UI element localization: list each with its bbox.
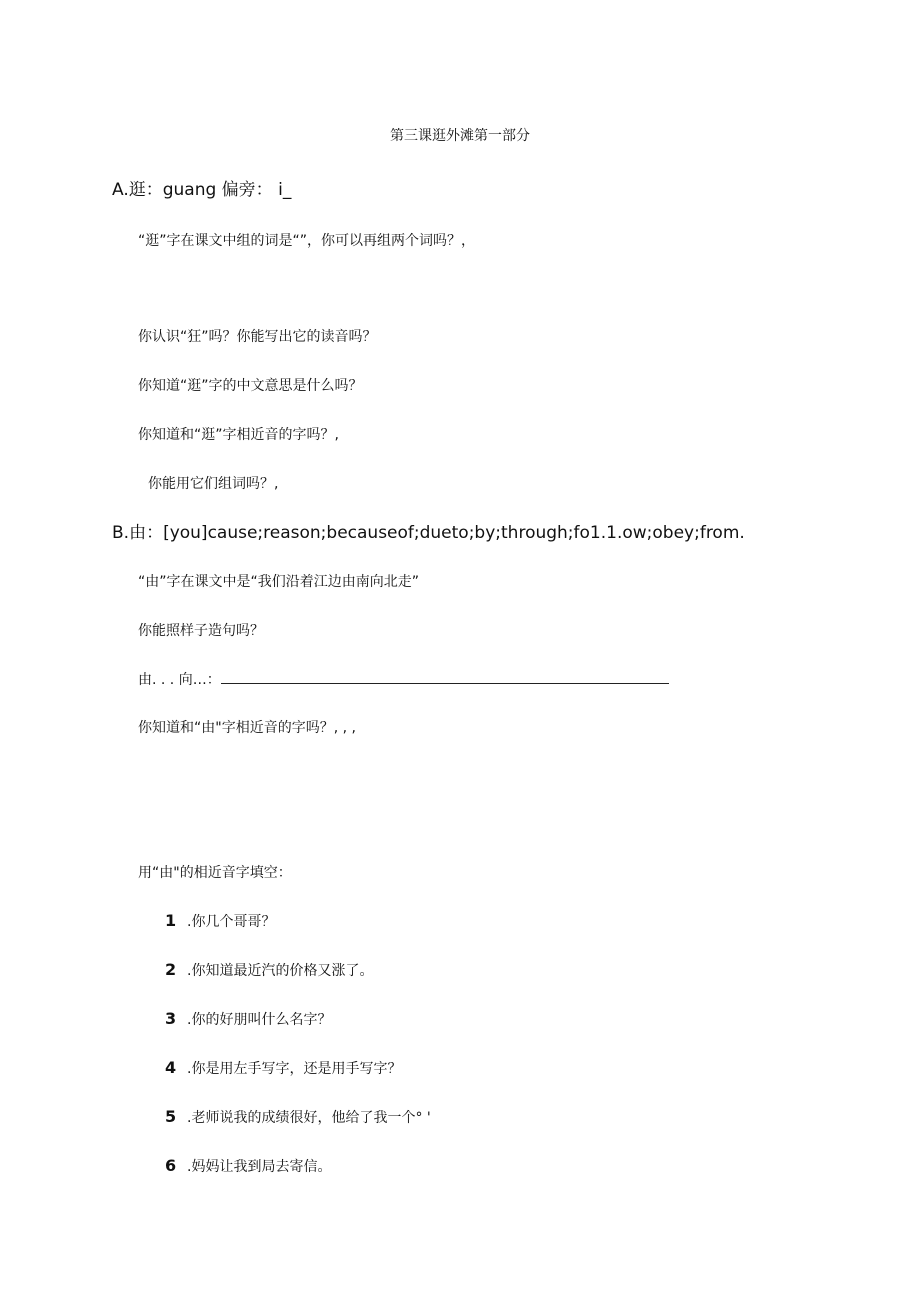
fill-item-text: .妈妈让我到局去寄信。	[187, 1159, 332, 1175]
section-a-question-2: 你认识“狂”吗？你能写出它的读音吗？	[138, 329, 377, 345]
section-b-heading: B.由：[you]cause;reason;becauseof;dueto;by;through;fo1.1.ow;obey;from.	[112, 523, 745, 543]
fill-item-5	[165, 1108, 431, 1127]
fill-item-number: 4	[165, 1058, 177, 1077]
fill-item-text: .老师说我的成绩很好，他给了我一个° '	[187, 1110, 431, 1126]
fill-item-number: 1	[165, 911, 177, 930]
answer-blank-line	[221, 671, 669, 684]
fill-item-number: 2	[165, 960, 177, 979]
fill-item-text: .你知道最近汽的价格又涨了。	[187, 963, 374, 979]
page-title: 第三课逛外滩第一部分	[390, 128, 530, 144]
fill-item-number: 3	[165, 1009, 177, 1028]
fill-item-text: .你的好朋叫什么名字？	[187, 1012, 332, 1028]
fill-item-text: .你几个哥哥？	[187, 914, 276, 930]
section-a-question-5: 你能用它们组词吗？,	[148, 476, 279, 492]
fill-item-6	[165, 1157, 331, 1176]
fill-item-1	[165, 912, 275, 931]
sentence-pattern-label: 由. . . 向…：	[138, 672, 221, 688]
section-a-heading: A.逛：guang 偏旁： i_	[112, 180, 292, 200]
fill-item-2	[165, 961, 373, 980]
section-a-question-4: 你知道和“逛”字相近音的字吗？,	[138, 427, 339, 443]
fill-item-3	[165, 1010, 331, 1029]
section-a-question-1: “逛”字在课文中组的词是“”，你可以再组两个词吗？，	[138, 233, 476, 249]
fill-item-number: 5	[165, 1107, 177, 1126]
section-b-question-2: 你能照样子造句吗？	[138, 623, 264, 639]
fill-item-number: 6	[165, 1156, 177, 1175]
sentence-pattern-row	[138, 671, 669, 689]
section-b-question-1: “由”字在课文中是“我们沿着江边由南向北走”	[138, 574, 420, 590]
fill-item-text: .你是用左手写字，还是用手写字？	[187, 1061, 402, 1077]
fill-instruction: 用“由"的相近音字填空：	[138, 865, 292, 881]
section-a-question-3: 你知道“逛”字的中文意思是什么吗？	[138, 378, 363, 394]
section-b-question-3: 你知道和“由"字相近音的字吗？, , ,	[138, 720, 356, 736]
fill-item-4	[165, 1059, 401, 1078]
